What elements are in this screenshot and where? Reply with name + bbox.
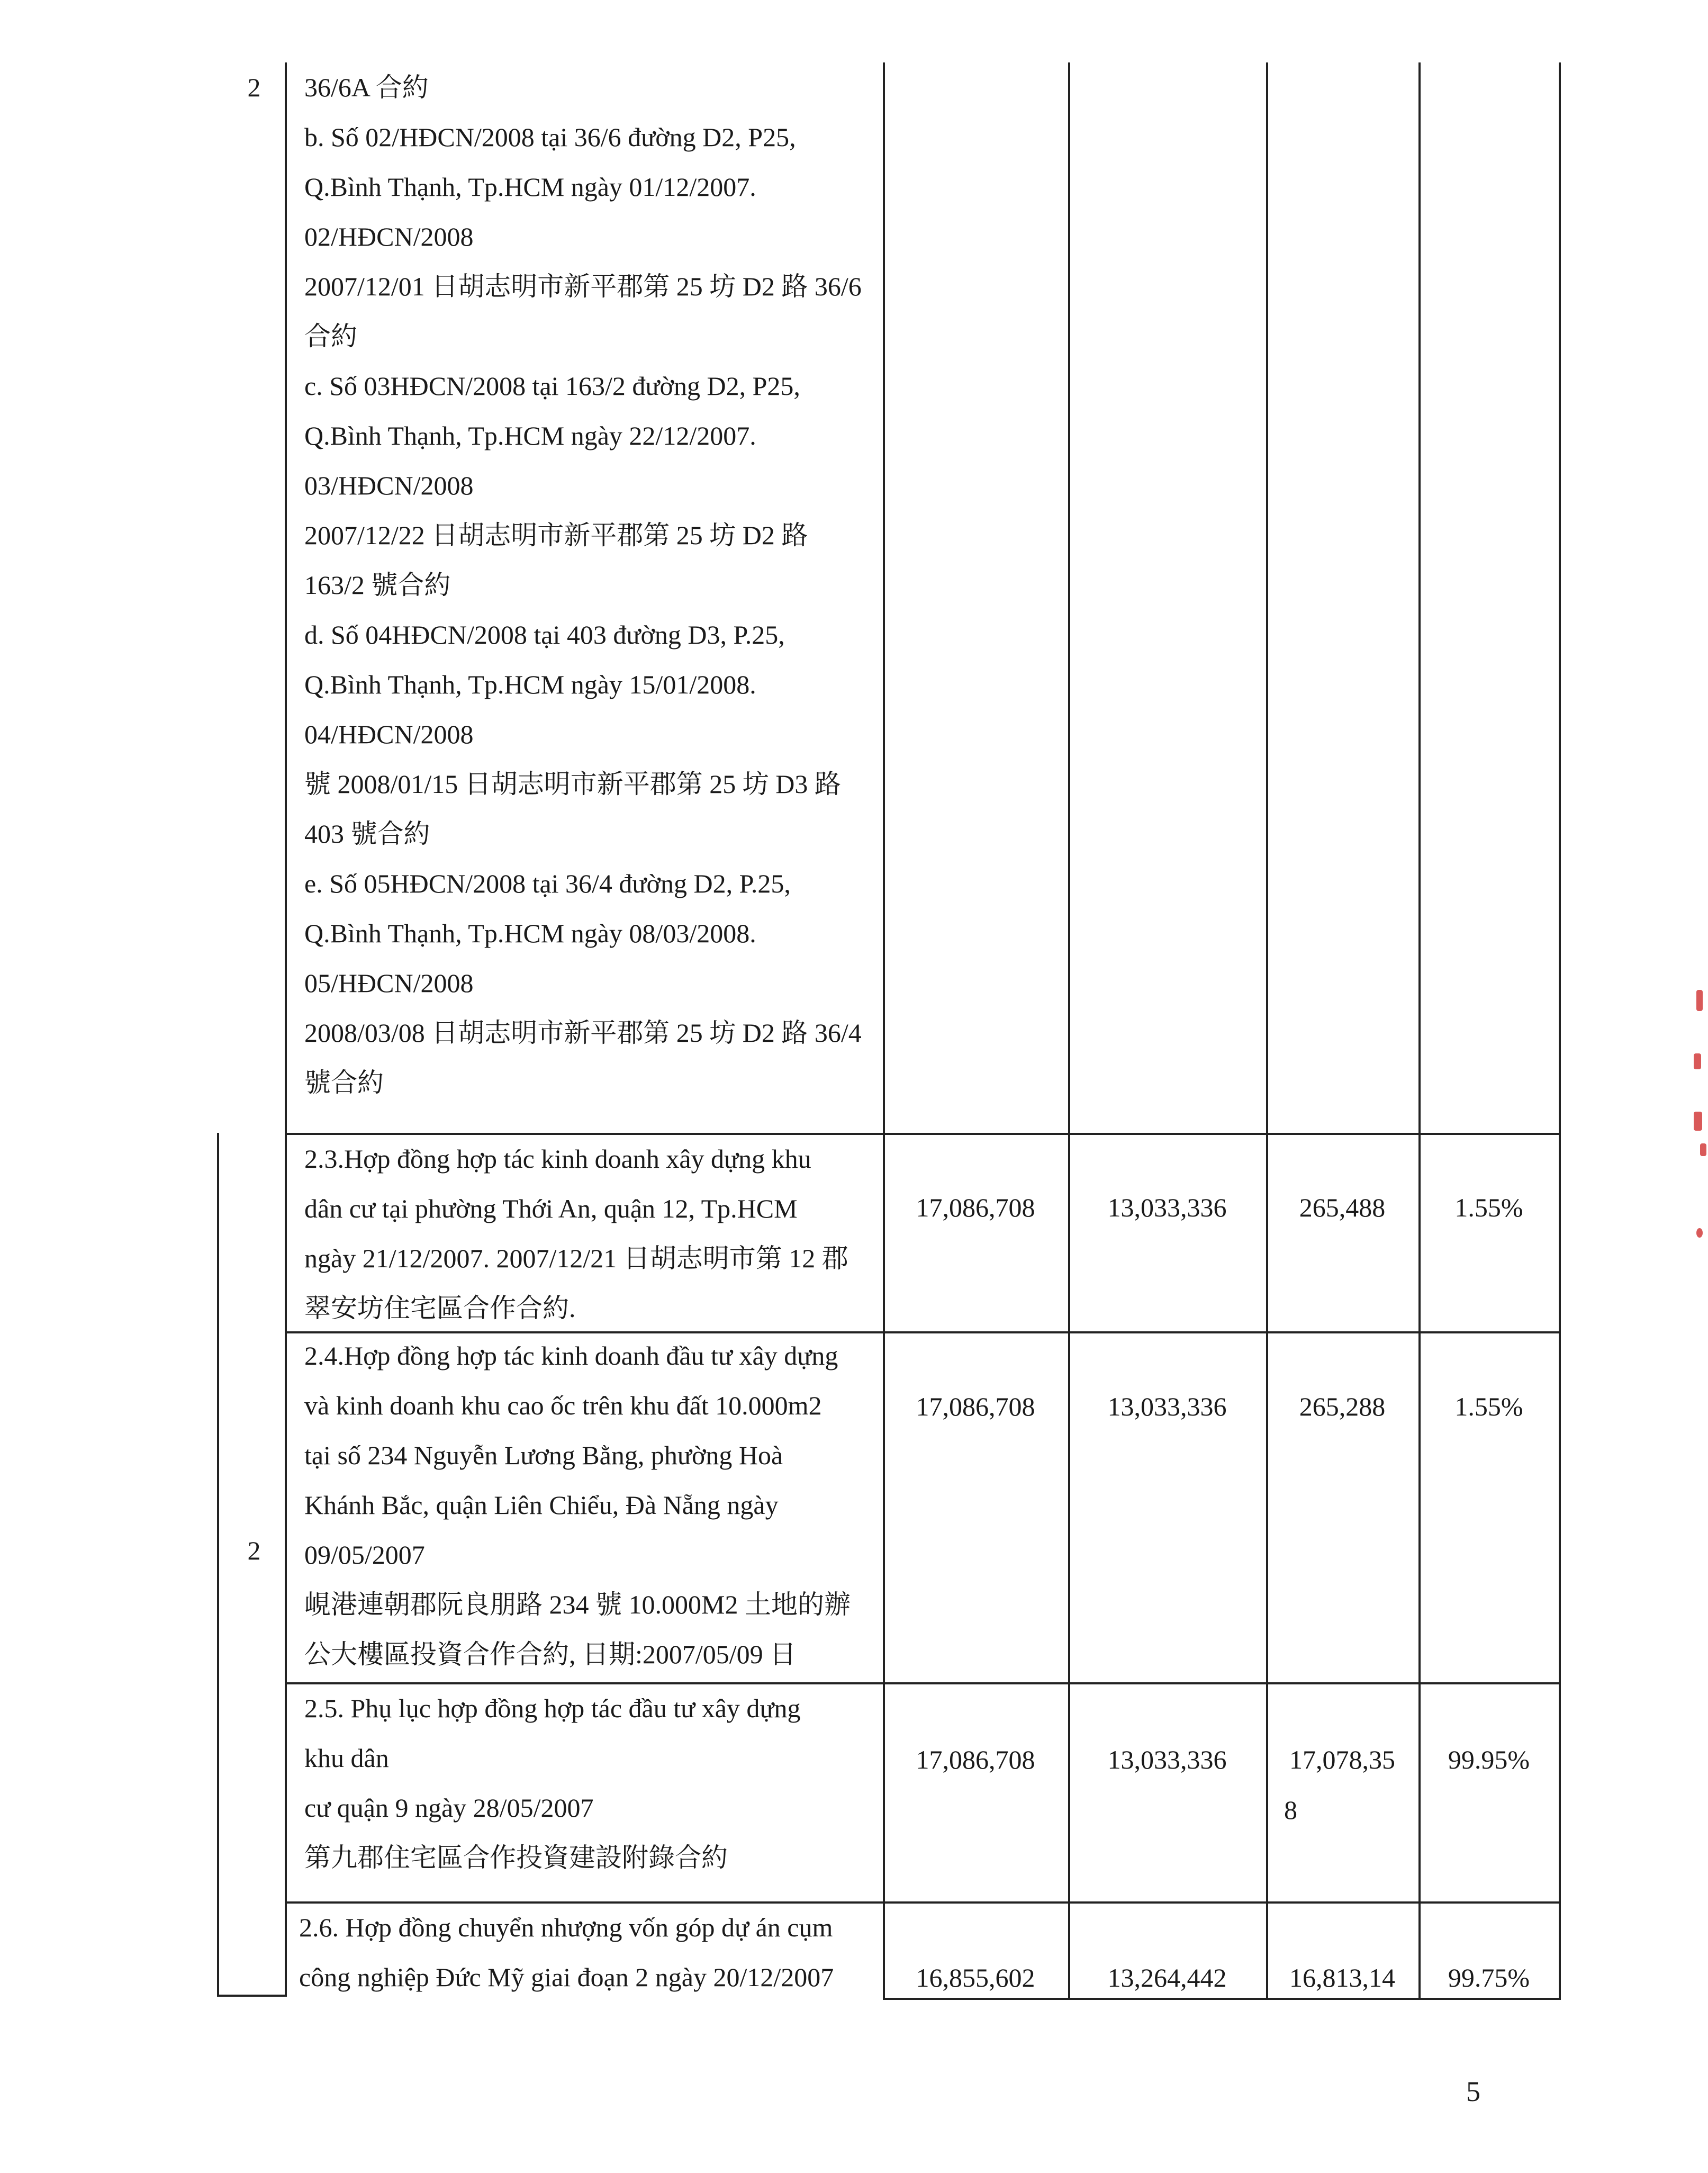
description-line: b. Số 02/HĐCN/2008 tại 36/6 đường D2, P25, [304, 122, 796, 152]
description-line: công nghiệp Đức Mỹ giai đoạn 2 ngày 20/12/2007 [299, 1962, 834, 1992]
description-line: 2.6. Hợp đồng chuyển nhượng vốn góp dự án cụm [299, 1913, 833, 1942]
description-line: 163/2 號合約 [304, 570, 451, 600]
contract-description [304, 1683, 881, 1882]
description-line: 36/6A 合約 [304, 73, 429, 102]
value-cell: 99.75% [1448, 1963, 1530, 1992]
row-stt-cell: 2 [247, 1536, 261, 1565]
contract-description [304, 62, 881, 1107]
table-col-divider-desc [883, 62, 885, 2000]
description-line: 2.5. Phụ lục hợp đồng hợp tác đầu tư xây dựng [304, 1693, 801, 1723]
description-line: tại số 234 Nguyễn Lương Bằng, phường Hoà [304, 1440, 783, 1470]
value-cell: 1.55% [1454, 1392, 1523, 1421]
page-number: 5 [1466, 2076, 1480, 2107]
description-line: Q.Bình Thạnh, Tp.HCM ngày 22/12/2007. [304, 421, 756, 450]
description-line: Q.Bình Thạnh, Tp.HCM ngày 08/03/2008. [304, 918, 756, 948]
description-line: Q.Bình Thạnh, Tp.HCM ngày 01/12/2007. [304, 172, 756, 202]
row-stt-cell: 2 [247, 73, 261, 102]
description-line: 合約 [304, 321, 357, 351]
value-cell: 13,033,336 [1107, 1392, 1227, 1421]
description-line: 第九郡住宅區合作投資建設附錄合約 [304, 1843, 728, 1872]
table-col-divider-stt [285, 62, 287, 1996]
stamp-mark [1700, 1143, 1706, 1156]
description-line: 公大樓區投資合作合約, 日期:2007/05/09 日 [304, 1639, 797, 1669]
description-line: 02/HĐCN/2008 [304, 222, 474, 251]
value-cell: 16,855,602 [916, 1963, 1035, 1992]
description-line: 峴港連朝郡阮良朋路 234 號 10.000M2 土地的辦 [304, 1590, 851, 1619]
stamp-mark [1696, 1228, 1703, 1238]
table-bottom-border-stt [217, 1995, 287, 1997]
description-line: c. Số 03HĐCN/2008 tại 163/2 đường D2, P25, [304, 371, 800, 401]
table-col-divider-2 [1266, 62, 1268, 2000]
table-bottom-border-values [883, 1998, 1560, 2000]
description-line: 號合約 [304, 1068, 384, 1097]
stamp-mark [1694, 1112, 1702, 1131]
description-line: 號 2008/01/15 日胡志明市新平郡第 25 坊 D3 路 [304, 769, 841, 799]
description-line: 04/HĐCN/2008 [304, 719, 474, 749]
description-line: 2008/03/08 日胡志明市新平郡第 25 坊 D2 路 36/4 [304, 1018, 862, 1048]
description-line: 03/HĐCN/2008 [304, 471, 474, 500]
value-cell: 1.55% [1454, 1193, 1523, 1222]
description-line: 403 號合約 [304, 819, 430, 849]
description-line: dân cư tại phường Thới An, quận 12, Tp.HCM [304, 1194, 798, 1223]
description-line: 2007/12/01 日胡志明市新平郡第 25 坊 D2 路 36/6 [304, 272, 862, 301]
value-cell: 13,033,336 [1107, 1745, 1227, 1774]
value-cell: 99.95% [1448, 1745, 1530, 1774]
description-line: Khánh Bắc, quận Liên Chiểu, Đà Nẵng ngày [304, 1490, 779, 1520]
description-line: 05/HĐCN/2008 [304, 968, 474, 998]
description-line: khu dân [304, 1743, 389, 1773]
value-cell-wrap: 8 [1284, 1795, 1297, 1825]
description-line: Q.Bình Thạnh, Tp.HCM ngày 15/01/2008. [304, 670, 756, 699]
value-cell: 265,488 [1299, 1193, 1386, 1222]
description-line: 翠安坊住宅區合作合約. [304, 1293, 576, 1323]
value-cell: 13,033,336 [1107, 1193, 1227, 1222]
description-line: 2.3.Hợp đồng hợp tác kinh doanh xây dựng khu [304, 1144, 811, 1174]
stamp-mark [1696, 990, 1703, 1011]
value-cell: 13,264,442 [1107, 1963, 1227, 1992]
description-line: ngày 21/12/2007. 2007/12/21 日胡志明市第 12 郡 [304, 1243, 848, 1273]
description-line: 2007/12/22 日胡志明市新平郡第 25 坊 D2 路 [304, 520, 808, 550]
value-cell: 17,086,708 [916, 1392, 1035, 1421]
stamp-mark [1694, 1053, 1701, 1069]
description-line: cư quận 9 ngày 28/05/2007 [304, 1793, 594, 1823]
description-line: d. Số 04HĐCN/2008 tại 403 đường D3, P.25, [304, 620, 785, 650]
description-line: 2.4.Hợp đồng hợp tác kinh doanh đầu tư xây dựng [304, 1341, 838, 1370]
contract-description [304, 1134, 881, 1333]
table-border-right [1559, 62, 1561, 2000]
description-line: 09/05/2007 [304, 1540, 425, 1570]
table-col-divider-1 [1068, 62, 1070, 2000]
table-col-divider-3 [1418, 62, 1421, 2000]
contract-description [299, 1902, 876, 2002]
description-line: và kinh doanh khu cao ốc trên khu đất 10.000m2 [304, 1391, 822, 1420]
value-cell: 17,086,708 [916, 1745, 1035, 1774]
value-cell: 16,813,14 [1289, 1963, 1395, 1992]
contract-description [304, 1331, 881, 1679]
description-line: e. Số 05HĐCN/2008 tại 36/4 đường D2, P.25, [304, 869, 791, 898]
value-cell: 265,288 [1299, 1392, 1386, 1421]
value-cell: 17,086,708 [916, 1193, 1035, 1222]
value-cell: 17,078,35 [1289, 1745, 1395, 1774]
